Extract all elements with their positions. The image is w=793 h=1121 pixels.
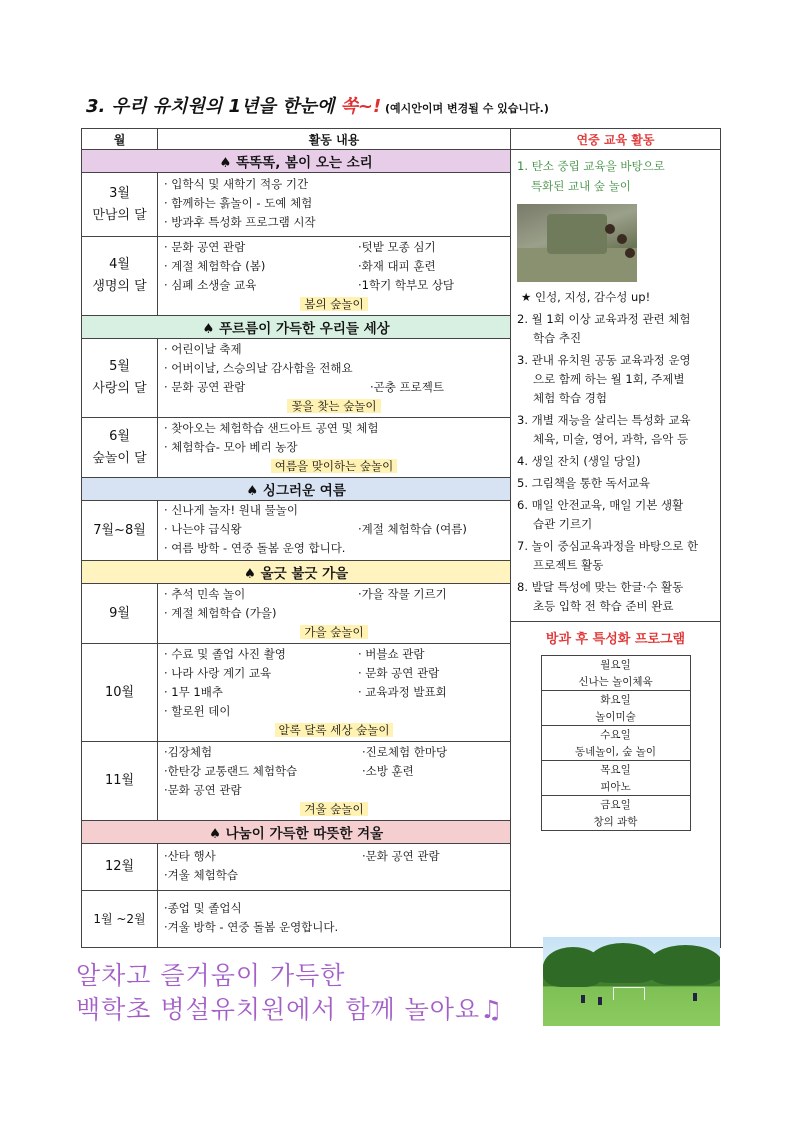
season-spring: ♠ 똑똑똑, 봄이 오는 소리 xyxy=(82,150,511,173)
activities-jun xyxy=(158,418,511,478)
activity-line: · 수료 및 졸업 사진 촬영 · 버블쇼 관람 xyxy=(164,647,425,661)
after-school-title: 방과 후 특성화 프로그램 xyxy=(511,621,720,655)
activity-line: ·겨울 체험학습 xyxy=(164,868,238,882)
program-day: 수요일 xyxy=(541,726,690,744)
month-nov: 11월 xyxy=(82,742,158,821)
activities-mar xyxy=(158,173,511,237)
activity-line: · 심폐 소생술 교육 ·1학기 학부모 상담 xyxy=(164,278,455,292)
activity-line: · 나라 사랑 계기 교육 · 문화 공연 관람 xyxy=(164,666,440,680)
year-round-item xyxy=(517,537,716,575)
activity-line: · 여름 방학 - 연중 돌봄 운영 합니다. xyxy=(164,541,346,555)
month-name: 5월 xyxy=(109,359,130,374)
activity-line: · 방과후 특성화 프로그램 시작 xyxy=(164,215,316,229)
after-school-program-table xyxy=(541,655,691,831)
program-activity: 놀이미술 xyxy=(541,708,690,726)
year-round-item-line: 습관 기르기 xyxy=(533,517,593,531)
year-round-item xyxy=(517,474,716,493)
activity-line: · 1무 1배추 · 교육과정 발표회 xyxy=(164,685,447,699)
year-round-item-line: 프로젝트 활동 xyxy=(533,558,604,572)
year-round-item-1 xyxy=(511,150,720,196)
program-activity: 창의 과학 xyxy=(541,813,690,831)
activities-apr xyxy=(158,237,511,316)
activity-line: · 계절 체험학습 (가을) xyxy=(164,606,277,620)
year-round-item-line: 2. 월 1회 이상 교육과정 관련 체험 xyxy=(517,312,691,326)
month-mar xyxy=(82,173,158,237)
program-day: 화요일 xyxy=(541,691,690,709)
month-may xyxy=(82,339,158,418)
star-item: ★ 인성, 지성, 감수성 up! xyxy=(521,290,651,304)
year-round-item xyxy=(517,310,716,348)
month-apr xyxy=(82,237,158,316)
title-note: (예시안이며 변경될 수 있습니다.) xyxy=(381,102,549,115)
year-round-item-line: 8. 발달 특성에 맞는 한글·수 활동 xyxy=(517,580,684,594)
month-subtitle: 숲놀이 달 xyxy=(92,450,147,466)
annual-schedule-table xyxy=(81,128,721,948)
activity-line: · 문화 공연 관람 ·곤충 프로젝트 xyxy=(164,380,444,394)
forest-play-label: 봄의 숲놀이 xyxy=(158,296,510,315)
year-round-item-line: 3. 관내 유치원 공동 교육과정 운영 xyxy=(517,353,691,367)
program-day: 월요일 xyxy=(541,656,690,674)
month-subtitle: 사랑의 달 xyxy=(92,381,147,396)
activities-nov xyxy=(158,742,511,821)
month-name: 3월 xyxy=(109,185,130,201)
title-accent: 쏙~! xyxy=(340,96,382,117)
season-autumn: ♠ 울긋 불긋 가을 xyxy=(82,561,511,584)
year-round-item xyxy=(517,452,716,471)
activity-line: ·산타 행사 ·문화 공연 관람 xyxy=(164,849,440,863)
program-activity: 신나는 놀이체육 xyxy=(541,673,690,691)
activity-line: ·겨울 방학 - 연중 돌봄 운영합니다. xyxy=(164,920,339,934)
year-round-item-line: 체육, 미술, 영어, 과학, 음악 등 xyxy=(533,432,689,446)
playground-photo xyxy=(543,937,720,1026)
year-round-item-line: 7. 놀이 중심교육과정을 바탕으로 한 xyxy=(517,539,699,553)
year-round-item-line: 6. 매일 안전교육, 매일 기본 생활 xyxy=(517,498,684,512)
forest-play-label: 여름을 맞이하는 숲놀이 xyxy=(158,458,510,477)
year-round-header: 연중 교육 활동 xyxy=(511,129,721,150)
activities-oct xyxy=(158,644,511,742)
season-early-summer: ♠ 푸르름이 가득한 우리들 세상 xyxy=(82,316,511,339)
year-round-item xyxy=(517,578,716,616)
activity-line: · 함께하는 흙놀이 - 도예 체험 xyxy=(164,196,313,210)
year-round-item-line: 체험 학습 경험 xyxy=(533,391,607,405)
activity-line: · 체험학습- 모아 베리 농장 xyxy=(164,440,298,454)
year-round-item xyxy=(517,411,716,449)
activity-line: · 어버이날, 스승의날 감사함을 전해요 xyxy=(164,361,353,375)
month-subtitle: 생명의 달 xyxy=(92,279,147,294)
activity-line: · 입학식 및 새학기 적응 기간 xyxy=(164,177,309,191)
month-subtitle: 만남의 달 xyxy=(92,207,147,223)
activity-line: · 할로윈 데이 xyxy=(164,704,231,718)
year-round-item-1-line1: 1. 탄소 중립 교육을 바탕으로 xyxy=(517,159,665,173)
activity-line: · 어린이날 축제 xyxy=(164,342,242,356)
activity-line: · 계절 체험학습 (봄) ·화재 대피 훈련 xyxy=(164,259,436,273)
forest-play-photo xyxy=(517,204,637,282)
slogan-line-1: 알차고 즐거움이 가득한 xyxy=(76,961,346,990)
forest-play-label: 겨울 숲놀이 xyxy=(158,801,510,820)
activity-line: ·한탄강 교통랜드 체험학습 ·소방 훈련 xyxy=(164,764,414,778)
forest-play-label: 가을 숲놀이 xyxy=(158,624,510,643)
activities-may xyxy=(158,339,511,418)
year-round-item-line: 4. 생일 잔치 (생일 당일) xyxy=(517,454,641,468)
activity-line: ·문화 공연 관람 xyxy=(164,783,242,797)
activity-line: ·김장체험 ·진로체험 한마당 xyxy=(164,745,448,759)
activities-dec xyxy=(158,844,511,891)
month-jan-feb: 1월 ~2월 xyxy=(82,891,158,948)
activities-header: 활동 내용 xyxy=(158,129,511,150)
season-winter: ♠ 나눔이 가득한 따뜻한 겨울 xyxy=(82,821,511,844)
program-activity: 피아노 xyxy=(541,778,690,796)
activity-line: ·종업 및 졸업식 xyxy=(164,901,242,915)
year-round-item xyxy=(517,496,716,534)
month-sep: 9월 xyxy=(82,584,158,644)
activities-jul-aug xyxy=(158,501,511,561)
program-day: 금요일 xyxy=(541,796,690,814)
month-name: 6월 xyxy=(109,428,130,444)
slogan-line-2: 백학초 병설유치원에서 함께 놀아요♫ xyxy=(76,995,504,1024)
year-round-item-line: 으로 함께 하는 월 1회, 주제별 xyxy=(533,372,685,386)
month-header: 월 xyxy=(82,129,158,150)
page-title xyxy=(86,92,549,118)
month-name: 4월 xyxy=(109,257,130,272)
activity-line: · 신나게 놀자! 원내 물놀이 xyxy=(164,503,298,517)
month-dec: 12월 xyxy=(82,844,158,891)
month-jun xyxy=(82,418,158,478)
title-prefix: 3. 우리 유치원의 1년을 한눈에 xyxy=(86,96,341,117)
year-round-item-line: 3. 개별 재능을 살리는 특성화 교육 xyxy=(517,413,691,427)
activity-line: · 추석 민속 놀이 ·가을 작물 기르기 xyxy=(164,587,447,601)
year-round-item-line: 초등 입학 전 학습 준비 완료 xyxy=(533,599,674,613)
month-jul-aug: 7월~8월 xyxy=(82,501,158,561)
program-day: 목요일 xyxy=(541,761,690,779)
month-oct: 10월 xyxy=(82,644,158,742)
year-round-list xyxy=(511,282,720,616)
program-activity: 동네놀이, 숲 놀이 xyxy=(541,743,690,761)
season-summer: ♠ 싱그러운 여름 xyxy=(82,478,511,501)
activities-jan-feb xyxy=(158,891,511,948)
year-round-item-1-line2: 특화된 교내 숲 놀이 xyxy=(531,179,631,193)
year-round-item-line: 학습 추진 xyxy=(533,331,582,345)
activities-sep xyxy=(158,584,511,644)
activity-line: · 찾아오는 체험학습 샌드아트 공연 및 체험 xyxy=(164,421,379,435)
year-round-panel xyxy=(511,150,721,948)
forest-play-label: 꽃을 찾는 숲놀이 xyxy=(158,398,510,417)
activity-line: · 문화 공연 관람 ·텃밭 모종 심기 xyxy=(164,240,436,254)
forest-play-label: 알록 달록 세상 숲놀이 xyxy=(158,722,510,741)
year-round-item-line: 5. 그림책을 통한 독서교육 xyxy=(517,476,651,490)
activity-line: · 나는야 급식왕 ·계절 체험학습 (여름) xyxy=(164,522,467,536)
year-round-item xyxy=(517,351,716,408)
